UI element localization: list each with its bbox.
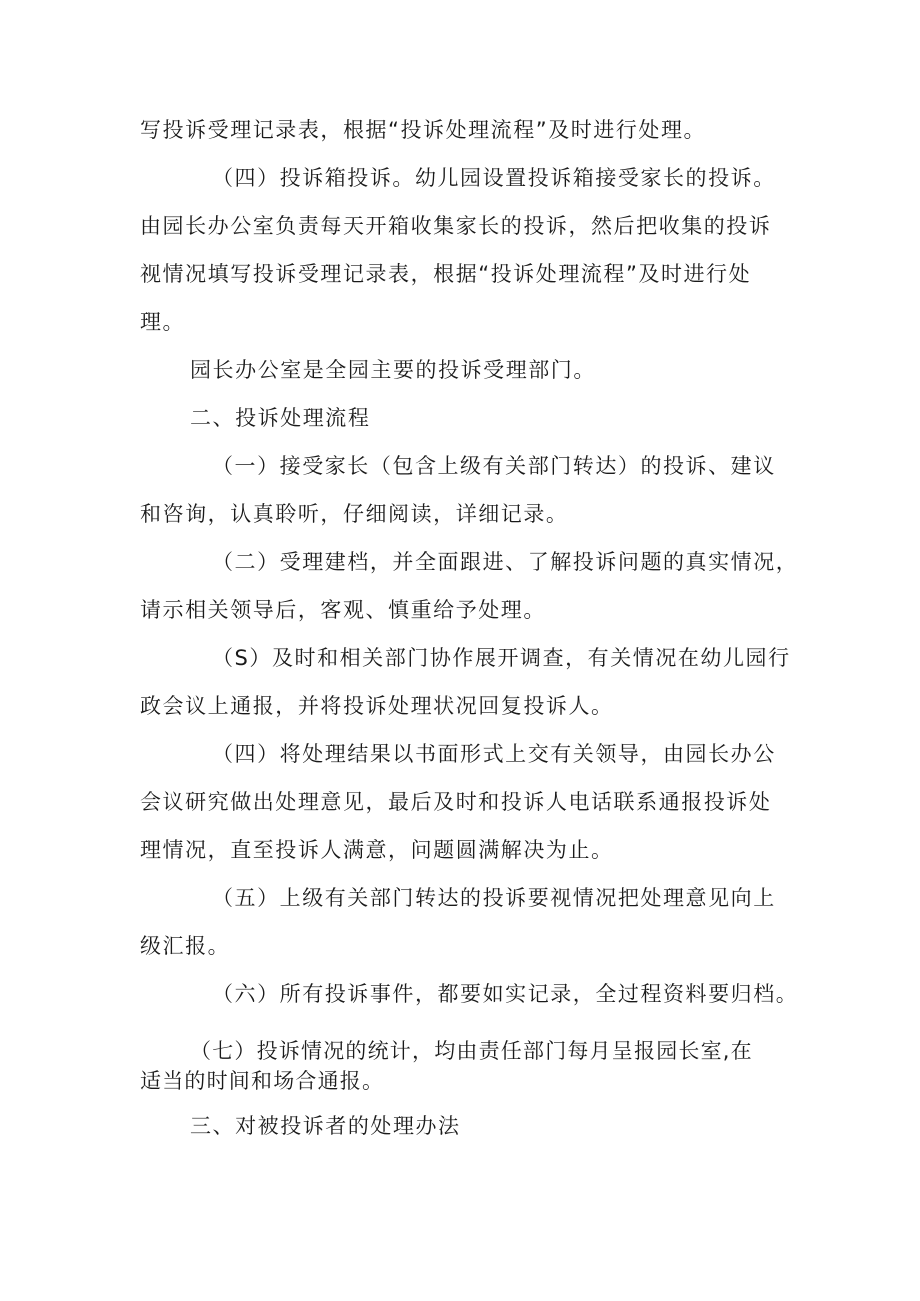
paragraph-line-16: 理情况，直至投诉人满意，问题圆满解决为止。 [140, 838, 614, 862]
paragraph-line-12: （S）及时和相关部门协作展开调查，有关情况在幼儿园行 [212, 646, 791, 670]
paragraph-line-4: 视情况填写投诉受理记录表，根据“投诉处理流程”及时进行处 [140, 262, 752, 286]
section-heading-3: 三、对被投诉者的处理办法 [190, 1114, 461, 1138]
paragraph-line-18: 级汇报。 [140, 934, 231, 958]
paragraph-line-9: 和咨询，认真聆听，仔细阅读，详细记录。 [140, 502, 569, 526]
paragraph-line-3: 由园长办公室负责每天开箱收集家长的投诉，然后把收集的投诉 [140, 214, 772, 238]
paragraph-line-15: 会议研究做出处理意见，最后及时和投诉人电话联系通报投诉处 [140, 790, 772, 814]
paragraph-line-21: 适当的时间和场合通报。 [140, 1069, 385, 1093]
paragraph-line-19: （六）所有投诉事件，都要如实记录，全过程资料要归档。 [212, 982, 799, 1006]
paragraph-line-5: 理。 [140, 310, 186, 334]
paragraph-line-2: （四）投诉箱投诉。幼儿园设置投诉箱接受家长的投诉。 [212, 166, 776, 190]
paragraph-line-17: （五）上级有关部门转达的投诉要视情况把处理意见向上 [212, 886, 776, 910]
paragraph-line-13: 政会议上通报，并将投诉处理状况回复投诉人。 [140, 694, 614, 718]
paragraph-line-10: （二）受理建档，并全面跟进、了解投诉问题的真实情况， [212, 550, 799, 574]
paragraph-line-8: （一）接受家长（包含上级有关部门转达）的投诉、建议 [212, 454, 776, 478]
paragraph-line-20: （七）投诉情况的统计，均由责任部门每月呈报园长室,在 [190, 1039, 753, 1063]
paragraph-line-14: （四）将处理结果以书面形式上交有关领导，由园长办公 [212, 742, 776, 766]
paragraph-line-11: 请示相关领导后，客观、慎重给予处理。 [140, 598, 546, 622]
paragraph-line-6: 园长办公室是全园主要的投诉受理部门。 [190, 358, 596, 382]
paragraph-line-1: 写投诉受理记录表，根据“投诉处理流程”及时进行处理。 [140, 118, 707, 142]
section-heading-2: 二、投诉处理流程 [190, 406, 371, 430]
